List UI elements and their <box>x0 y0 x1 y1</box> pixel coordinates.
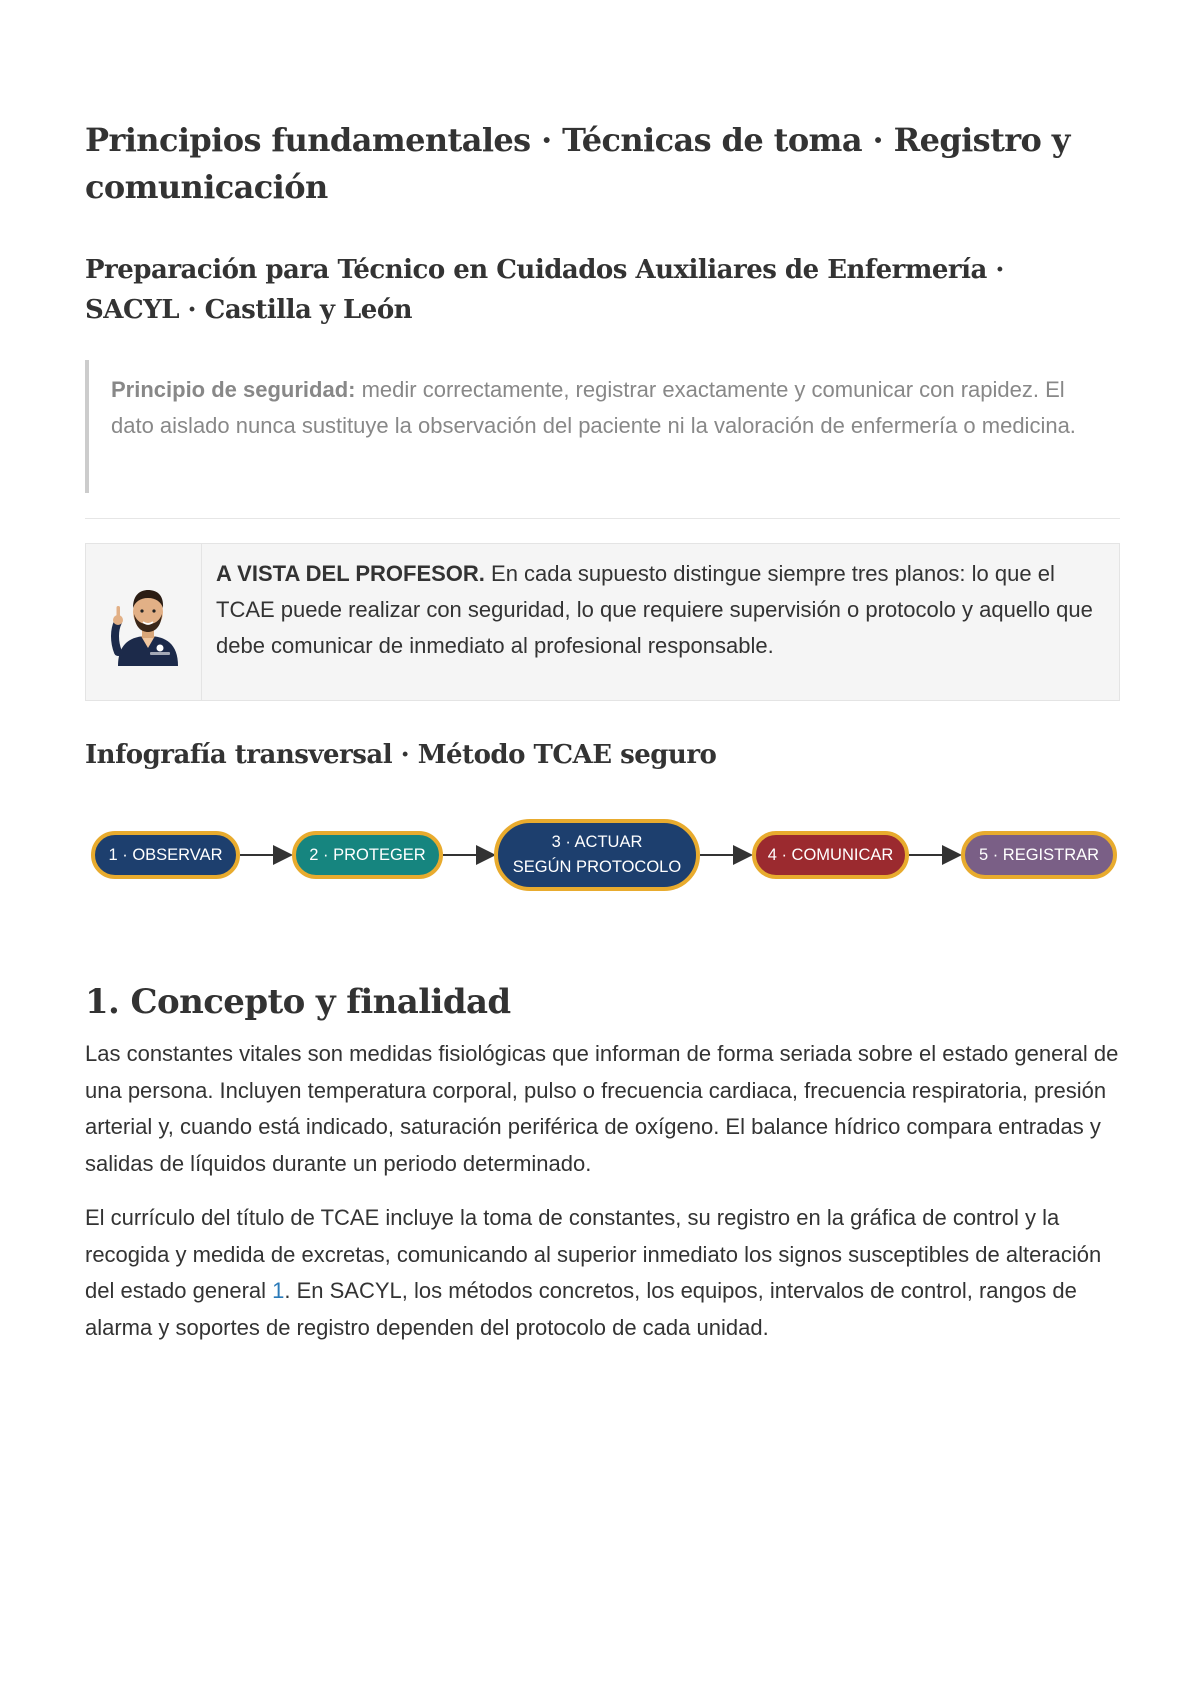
safety-note <box>85 360 1105 493</box>
teacher-callout-lead: A VISTA DEL PROFESOR. <box>216 561 485 586</box>
flow-step-label: 3 · ACTUAR <box>551 833 643 851</box>
flow-step-label: 1 · OBSERVAR <box>108 845 223 864</box>
page-title: Principios fundamentales · Técnicas de toma · Registro y comunicación <box>85 121 1070 206</box>
flow-step-label: 5 · REGISTRAR <box>978 845 1100 864</box>
teacher-callout-text <box>216 556 1106 664</box>
page-subtitle: Preparación para Técnico en Cuidados Auxiliares de Enfermería · SACYL · Castilla y León <box>85 255 1004 325</box>
infographic-title: Infografía transversal · Método TCAE seguro <box>85 740 717 770</box>
teacher-callout-body: En cada supuesto distingue siempre tres planos: lo que el TCAE puede realizar con seguridad, lo que requiere supervisión o protocolo y aquello que debe comunicar de inmediato al profesional responsable. <box>216 561 1093 658</box>
teacher-callout <box>85 543 1120 701</box>
process-flow <box>85 815 1120 895</box>
safety-note-lead: Principio de seguridad: <box>111 377 356 402</box>
section-paragraph-1: Las constantes vitales son medidas fisiológicas que informan de forma seriada sobre el estado general de una persona. Incluyen temperatura corporal, pulso o frecuencia cardiaca, frecuencia respiratoria, presión arterial y, cuando está indicado, saturación periférica de oxígeno. El balance hídrico compara entradas y salidas de líquidos durante un periodo determinado. <box>85 1041 1119 1176</box>
flow-step-label: 4 · COMUNICAR <box>767 845 894 864</box>
paragraph-text: El currículo del título de TCAE incluye la toma de constantes, su registro en la gráfica de control y la recogida y medida de excretas, comunicando al superior inmediato los signos susceptibles de alteración del estado general <box>85 1205 1102 1303</box>
reference-link[interactable]: 1 <box>272 1278 285 1303</box>
flow-step-observar <box>91 831 240 879</box>
teacher-avatar-icon <box>108 582 188 666</box>
flow-step-comunicar <box>752 831 909 879</box>
section-heading: 1. Concepto y finalidad <box>85 982 511 1022</box>
flow-step-label: 2 · PROTEGER <box>309 845 426 864</box>
safety-note-text: medir correctamente, registrar exactamente y comunicar con rapidez. El dato aislado nunca sustituye la observación del paciente ni la valoración de enfermería o medicina. <box>111 377 1076 438</box>
flow-step-label-2: SEGÚN PROTOCOLO <box>512 858 682 876</box>
divider <box>85 518 1120 519</box>
flow-step-proteger <box>292 831 443 879</box>
flow-step-registrar <box>961 831 1117 879</box>
section-paragraph-2 <box>85 1200 1125 1346</box>
flow-step-actuar <box>494 819 700 891</box>
paragraph-text: . En SACYL, los métodos concretos, los equipos, intervalos de control, rangos de alarma y soportes de registro dependen del protocolo de cada unidad. <box>85 1278 1077 1340</box>
teacher-avatar-cell <box>86 544 202 700</box>
